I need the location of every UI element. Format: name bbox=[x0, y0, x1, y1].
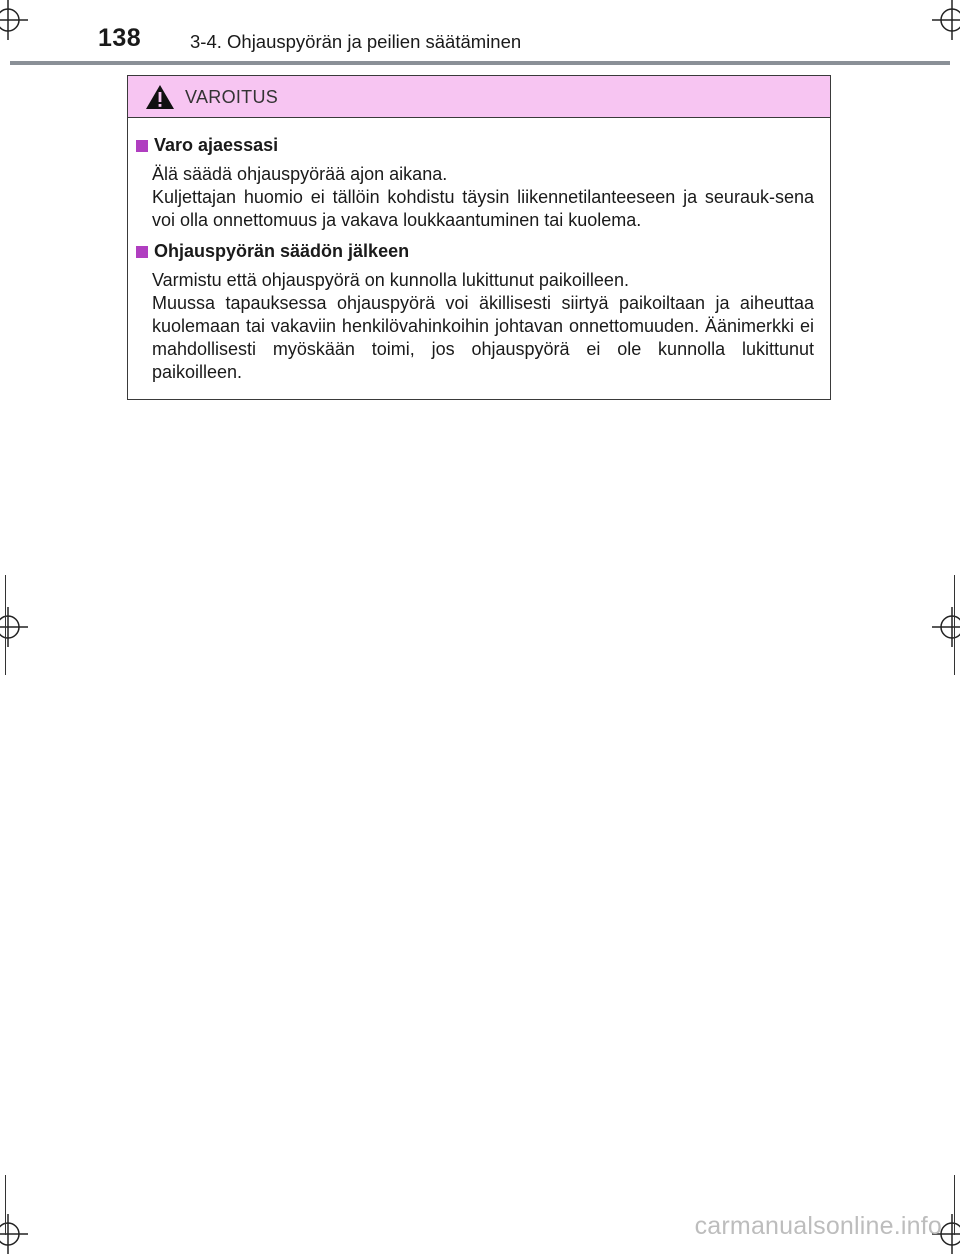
registration-mark-icon bbox=[0, 0, 28, 40]
warning-header bbox=[128, 76, 830, 118]
watermark: carmanualsonline.info bbox=[694, 1212, 942, 1240]
crop-line bbox=[5, 1175, 6, 1235]
registration-mark-icon bbox=[932, 0, 960, 40]
page-number: 138 bbox=[98, 24, 142, 52]
section-title: 3-4. Ohjauspyörän ja peilien säätäminen bbox=[190, 31, 522, 52]
paragraph-line: Kuljettajan huomio ei tällöin kohdistu täysin liikennetilanteeseen ja seurauk-sena voi olla onnettomuus ja vakava loukkaantuminen tai kuolema. bbox=[152, 187, 814, 230]
item-heading-text: Ohjauspyörän säädön jälkeen bbox=[154, 241, 410, 261]
crop-line bbox=[5, 575, 6, 675]
item-paragraph bbox=[152, 163, 814, 232]
warning-label: VAROITUS bbox=[185, 87, 279, 107]
warning-triangle-icon bbox=[145, 84, 175, 110]
header-rule bbox=[10, 61, 950, 65]
paragraph-line: Muussa tapauksessa ohjauspyörä voi äkillisesti siirtyä paikoiltaan ja aiheuttaa kuolemaan tai vakaviin henkilövahinkoihin johtavan onnettomuuden. Äänimerkki ei mahdollisesti myöskään toimi, jos ohjauspyörä ei ole kunnolla lukittunut paikoilleen. bbox=[152, 293, 814, 382]
warning-box bbox=[127, 75, 831, 400]
crop-line bbox=[954, 1175, 955, 1235]
item-heading bbox=[136, 240, 814, 263]
item-heading-text: Varo ajaessasi bbox=[154, 135, 279, 155]
warning-body bbox=[128, 118, 830, 384]
crop-line bbox=[954, 575, 955, 675]
warning-item bbox=[136, 240, 814, 384]
warning-item bbox=[136, 134, 814, 232]
paragraph-line: Älä säädä ohjauspyörää ajon aikana. bbox=[152, 164, 448, 184]
item-paragraph bbox=[152, 269, 814, 384]
paragraph-line: Varmistu että ohjauspyörä on kunnolla lukittunut paikoilleen. bbox=[152, 270, 629, 290]
square-bullet-icon bbox=[136, 140, 148, 152]
item-heading bbox=[136, 134, 814, 157]
square-bullet-icon bbox=[136, 246, 148, 258]
registration-mark-icon bbox=[932, 607, 960, 647]
